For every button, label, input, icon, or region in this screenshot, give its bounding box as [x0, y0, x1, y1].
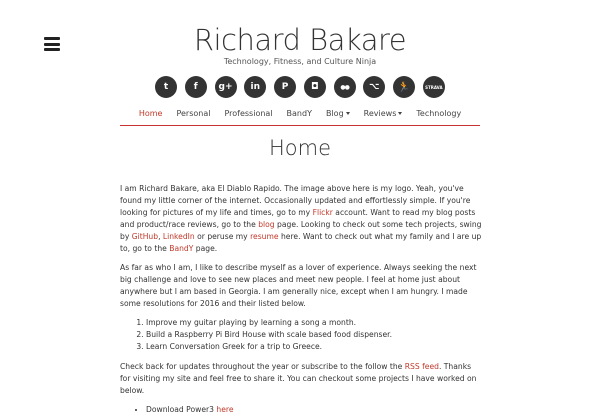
intro-text-6: here. Want to check out what my family and I are up to, go to the [120, 232, 482, 253]
project-link[interactable]: here [216, 405, 234, 414]
about-paragraph: As far as who I am, I like to describe myself as a lover of experience. Always seeking the next big challenge and love to see new places and meet new people. I feel at home just about anywhere but I am based in Georgia. I am generally nice, except when I am hungry. I made some resolutions for 2016 and their listed below. [120, 263, 477, 308]
strava-icon[interactable]: STRAVA [423, 76, 445, 98]
list-item: 3. Learn Conversation Greek for a trip to Greece. [146, 341, 482, 353]
nav-blog[interactable] [319, 108, 357, 125]
github-link[interactable]: GitHub [131, 232, 159, 241]
nav-reviews-label: Reviews [363, 109, 397, 118]
intro-text-3: page. Looking to check out some tech projects, swing by [120, 220, 482, 241]
chevron-down-icon [398, 112, 402, 115]
projects-list [120, 404, 482, 416]
intro-text-5: or peruse my [194, 232, 251, 241]
intro-text-1: I am Richard Bakare, aka El Diablo Rapido. The image above here is my logo. Yeah, you've found my little corner of the internet. Occasionally updated and effortlessly simple. If you're looking for pictures of my life and times, go to my [120, 184, 471, 217]
updates-paragraph [120, 361, 482, 397]
bandy-link[interactable]: BandY [169, 244, 194, 253]
nav-bandy[interactable]: BandY [286, 109, 312, 118]
flickr-link[interactable]: Flickr [312, 208, 333, 217]
list-item: 2. Build a Raspberry Pi Bird House with scale based food dispenser. [146, 329, 482, 341]
nav-professional[interactable]: Professional [224, 109, 273, 118]
facebook-icon[interactable]: f [185, 76, 207, 98]
linkedin-link[interactable]: LinkedIn [162, 232, 195, 241]
page-title: Home [268, 136, 331, 160]
rss-feed-link[interactable]: RSS feed [404, 362, 439, 371]
resume-link[interactable]: resume [250, 232, 279, 241]
github-icon[interactable]: ⌥ [363, 76, 385, 98]
list-item: 1. Improve my guitar playing by learning a song a month. [146, 317, 482, 329]
blog-link[interactable]: blog [258, 220, 275, 229]
chevron-down-icon [346, 112, 350, 115]
social-links [155, 76, 445, 100]
resolutions-list [120, 317, 482, 353]
pinterest-icon[interactable]: P [274, 76, 296, 98]
intro-text-4: , [158, 232, 163, 241]
nav-technology[interactable]: Technology [416, 109, 462, 118]
list-item [146, 404, 482, 416]
google-plus-icon[interactable]: g+ [215, 76, 237, 98]
linkedin-icon[interactable]: in [244, 76, 266, 98]
nav-home[interactable]: Home [138, 109, 163, 118]
twitter-icon[interactable]: t [155, 76, 177, 98]
site-tagline: Technology, Fitness, and Culture Ninja [223, 57, 377, 66]
intro-text-7: page. [193, 244, 218, 253]
flickr-icon[interactable]: ●● [334, 76, 356, 98]
updates-text-2: . Thanks for visiting my site and feel free to share it. You can checkout some projects I have worked on below. [120, 362, 477, 395]
project-text: Download Power3 [146, 405, 217, 414]
intro-text-2: account. Want to read my blog posts and product/race reviews, go to the [120, 208, 476, 229]
main-nav [120, 108, 480, 126]
nav-blog-label: Blog [325, 109, 344, 118]
intro-paragraph [120, 183, 482, 255]
page-content [120, 183, 482, 416]
instagram-icon[interactable]: ◘ [304, 76, 326, 98]
updates-text-1: Check back for updates throughout the year or subscribe to the follow the [120, 362, 405, 371]
nav-personal[interactable]: Personal [176, 109, 211, 118]
nav-reviews[interactable] [357, 108, 410, 125]
site-title[interactable]: Richard Bakare [193, 23, 407, 57]
runner-icon[interactable]: 🏃 [393, 76, 415, 98]
